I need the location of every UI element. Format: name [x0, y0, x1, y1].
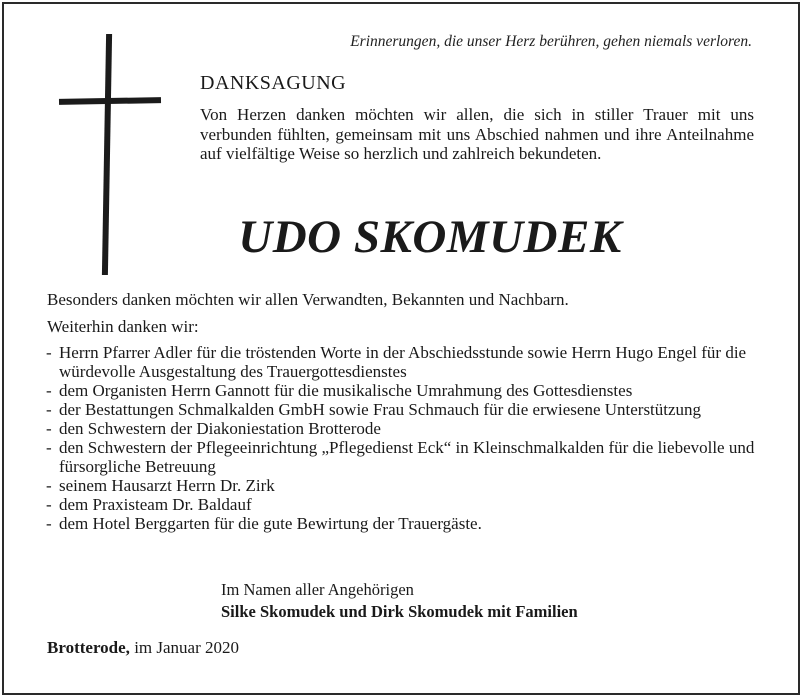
place-date	[47, 638, 239, 658]
list-item-text: dem Praxisteam Dr. Baldauf	[59, 495, 252, 514]
list-item: - den Schwestern der Diakoniestation Brotterode	[46, 419, 381, 438]
list-item: - dem Praxisteam Dr. Baldauf	[46, 495, 252, 514]
list-item-text: der Bestattungen Schmalkalden GmbH sowie Frau Schmauch für die erwiesene Unterstützung	[59, 400, 702, 419]
list-item-text: dem Organisten Herrn Gannott für die musikalische Umrahmung des Gottesdienstes	[59, 381, 633, 400]
signature-intro: Im Namen aller Angehörigen	[221, 580, 414, 599]
motto: Erinnerungen, die unser Herz berühren, gehen niemals verloren.	[350, 33, 752, 50]
thanks-intro: Weiterhin danken wir:	[47, 317, 199, 336]
list-item: - dem Hotel Berggarten für die gute Bewirtung der Trauergäste.	[46, 514, 482, 533]
heading: DANKSAGUNG	[200, 72, 347, 94]
thanks-relatives: Besonders danken möchten wir allen Verwandten, Bekannten und Nachbarn.	[47, 290, 569, 309]
list-item-text: seinem Hausarzt Herrn Dr. Zirk	[59, 476, 275, 495]
list-item-text: den Schwestern der Diakoniestation Brotterode	[59, 419, 381, 438]
intro-text: Von Herzen danken möchten wir allen, die sich in stiller Trauer mit uns verbunden fühlten, gemeinsam mit uns Abschied nahmen und ihre Anteilnahme auf vielfältige Weise so herzlich und zahlreich bekundeten.	[200, 105, 754, 163]
list-item-text: dem Hotel Berggarten für die gute Bewirtung der Trauergäste.	[59, 514, 482, 533]
list-item: - Herrn Pfarrer Adler für die tröstenden Worte in der Abschiedsstunde sowie Herrn Hugo Engel für die würdevolle Ausgestaltung des Trauergottesdienstes	[46, 343, 747, 381]
list-item-text: den Schwestern der Pflegeeinrichtung „Pflegedienst Eck“ in Kleinschmalkalden für die liebevolle und fürsorgliche Betreuung	[59, 438, 755, 476]
deceased-name: UDO SKOMUDEK	[238, 211, 622, 263]
list-item: - seinem Hausarzt Herrn Dr. Zirk	[46, 476, 275, 495]
list-item-text: Herrn Pfarrer Adler für die tröstenden Worte in der Abschiedsstunde sowie Herrn Hugo Engel für die würdevolle Ausgestaltung des Trauergottesdienstes	[59, 343, 747, 381]
list-item: - dem Organisten Herrn Gannott für die musikalische Umrahmung des Gottesdienstes	[46, 381, 633, 400]
list-item: - der Bestattungen Schmalkalden GmbH sowie Frau Schmauch für die erwiesene Unterstützung	[46, 400, 702, 419]
place: Brotterode,	[47, 638, 130, 657]
date: im Januar 2020	[134, 638, 240, 657]
list-item: - den Schwestern der Pflegeeinrichtung „Pflegedienst Eck“ in Kleinschmalkalden für die liebevolle und fürsorgliche Betreuung	[46, 438, 755, 476]
thanks-list	[46, 343, 766, 533]
signature-names: Silke Skomudek und Dirk Skomudek mit Familien	[221, 602, 578, 621]
